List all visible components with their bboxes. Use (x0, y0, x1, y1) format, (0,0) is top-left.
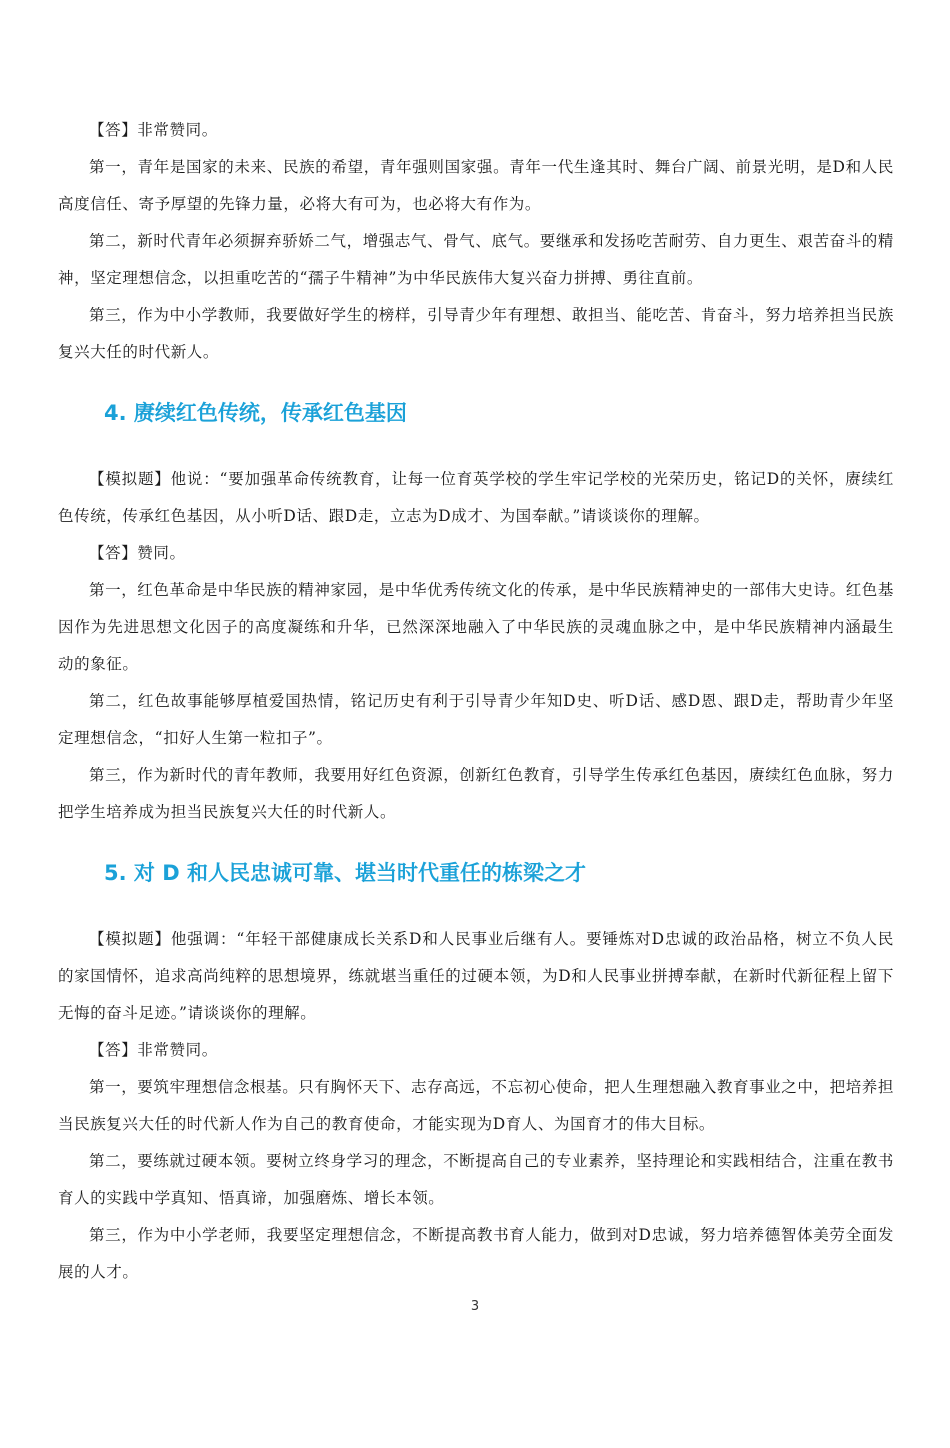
question-paragraph: 【模拟题】他说：“要加强革命传统教育，让每一位育英学校的学生牢记学校的光荣历史，铭记D的关怀，赓续红色传统，传承红色基因，从小听D话、跟D走，立志为D成才、为国奉献。”请谈谈你的理解。 (58, 470, 894, 525)
paragraph: 第三，作为新时代的青年教师，我要用好红色资源，创新红色教育，引导学生传承红色基因，赓续红色血脉，努力把学生培养成为担当民族复兴大任的时代新人。 (58, 766, 895, 821)
answer-line: 【答】非常赞同。 (89, 1041, 218, 1059)
paragraph: 第一，红色革命是中华民族的精神家园，是中华优秀传统文化的传承，是中华民族精神史的一部伟大史诗。红色基因作为先进思想文化因子的高度凝练和升华，已然深深地融入了中华民族的灵魂血脉之中，是中华民族精神内涵最生动的象征。 (58, 581, 895, 673)
paragraph: 第三，作为中小学老师，我要坚定理想信念，不断提高教书育人能力，做到对D忠诚，努力培养德智体美劳全面发展的人才。 (58, 1226, 894, 1281)
answer-line: 【答】非常赞同。 (89, 121, 218, 139)
paragraph: 第一，青年是国家的未来、民族的希望，青年强则国家强。青年一代生逢其时、舞台广阔、前景光明，是D和人民高度信任、寄予厚望的先锋力量，必将大有可为，也必将大有作为。 (58, 158, 894, 213)
paragraph: 第一，要筑牢理想信念根基。只有胸怀天下、志存高远，不忘初心使命，把人生理想融入教育事业之中，把培养担当民族复兴大任的时代新人作为自己的教育使命，才能实现为D育人、为国育才的伟大目标。 (58, 1078, 895, 1133)
section-heading-4: 4. 赓续红色传统，传承红色基因 (104, 401, 407, 425)
paragraph: 第二，要练就过硬本领。要树立终身学习的理念，不断提高自己的专业素养，坚持理论和实践相结合，注重在教书育人的实践中学真知、悟真谛，加强磨炼、增长本领。 (58, 1152, 895, 1207)
paragraph: 第二，新时代青年必须摒弃骄娇二气，增强志气、骨气、底气。要继承和发扬吃苦耐劳、自力更生、艰苦奋斗的精神，坚定理想信念，以担重吃苦的“孺子牛精神”为中华民族伟大复兴奋力拼搏、勇往直前。 (58, 232, 895, 287)
page-number: 3 (470, 1299, 480, 1314)
answer-line: 【答】赞同。 (89, 544, 186, 562)
question-paragraph: 【模拟题】他强调：“年轻干部健康成长关系D和人民事业后继有人。要锤炼对D忠诚的政治品格，树立不负人民的家国情怀，追求高尚纯粹的思想境界，练就堪当重任的过硬本领，为D和人民事业拼搏奉献，在新时代新征程上留下无悔的奋斗足迹。”请谈谈你的理解。 (58, 930, 894, 1022)
section-heading-5: 5. 对 D 和人民忠诚可靠、堪当时代重任的栋梁之才 (104, 861, 586, 885)
paragraph: 第三，作为中小学教师，我要做好学生的榜样，引导青少年有理想、敢担当、能吃苦、肯奋斗，努力培养担当民族复兴大任的时代新人。 (58, 306, 895, 361)
paragraph: 第二，红色故事能够厚植爱国热情，铭记历史有利于引导青少年知D史、听D话、感D恩、跟D走，帮助青少年坚定理想信念，“扣好人生第一粒扣子”。 (58, 692, 894, 747)
document-page (58, 112, 894, 1291)
